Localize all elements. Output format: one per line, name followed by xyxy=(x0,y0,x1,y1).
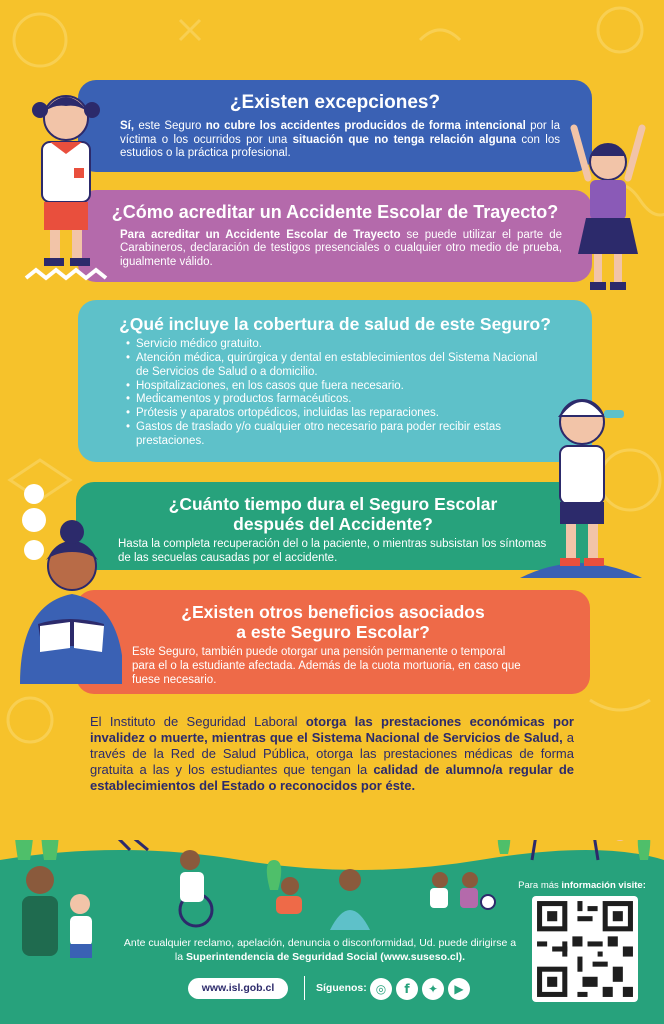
card-title: ¿Cómo acreditar un Accidente Escolar de Trayecto? xyxy=(111,202,559,222)
card-title: ¿Existen otros beneficios asociados a este Seguro Escolar? xyxy=(181,602,485,643)
footer-paragraph: El Instituto de Seguridad Laboral otorga las prestaciones económicas por invalidez o muerte, mientras que el Sistema Nacional de Servicios de Salud, a través de la Red de Salud Pública, otorga las prestaciones médicas de forma gratuita a las y los estudiantes que tengan la calidad de alumno/a regular de establecimientos del Estado o reconocidos por éste. xyxy=(90,714,575,794)
list-item: • Gastos de traslado y/o cualquier otro necesario para poder recibir estas prestaciones. xyxy=(126,421,552,449)
instagram-icon[interactable]: ◎ xyxy=(370,978,392,1000)
card-text: Este Seguro, también puede otorgar una pensión permanente o temporal para el o la estudiante afectada. Además de la cuota mortuoria, en caso que fuese necesario. xyxy=(132,646,521,686)
card-title: ¿Cuánto tiempo dura el Seguro Escolar después del Accidente? xyxy=(168,494,498,535)
card-text: Sí, este Seguro no cubre los accidentes producidos de forma intencional por la víctima o los ocurridos por una situación que no tenga relación alguna con los estudios o la práctica profesional. xyxy=(120,119,561,160)
list-item: • Atención médica, quirúrgica y dental en establecimientos del Sistema Nacional de Servicios de Salud o a domicilio. xyxy=(126,352,552,380)
list-item: • Prótesis y aparatos ortopédicos, incluidas las reparaciones. xyxy=(126,407,552,421)
girl-illustration xyxy=(16,88,116,288)
website-link[interactable]: www.isl.gob.cl xyxy=(188,978,288,999)
list-item: • Servicio médico gratuito. xyxy=(126,338,552,352)
cheering-girl-illustration xyxy=(560,118,656,298)
boy-cap-illustration xyxy=(520,386,642,586)
youtube-icon[interactable]: ▶ xyxy=(448,978,470,1000)
card-accredit xyxy=(78,190,592,282)
divider xyxy=(304,976,305,1000)
follow-label: Síguenos: xyxy=(316,982,367,994)
list-item: • Hospitalizaciones, en los casos que fuera necesario. xyxy=(126,380,552,394)
complaint-text: Ante cualquier reclamo, apelación, denuncia o disconformidad, Ud. puede dirigirse a la Superintendencia de Seguridad Social (www.suseso.cl). xyxy=(123,937,517,964)
card-text: Para acreditar un Accidente Escolar de Trayecto se puede utilizar el parte de Carabineros, declaración de testigos presenciales o cualquier otro medio de prueba, igualmente válido. xyxy=(120,228,562,269)
qr-code[interactable] xyxy=(532,896,638,1002)
qr-label: Para más información visite: xyxy=(518,880,646,891)
twitter-icon[interactable]: ✦ xyxy=(422,978,444,1000)
card-coverage xyxy=(78,300,592,462)
facebook-icon[interactable]: f xyxy=(396,978,418,1000)
card-benefits xyxy=(76,590,590,694)
card-title: ¿Existen excepciones? xyxy=(229,92,441,113)
card-duration xyxy=(76,482,590,570)
list-item: • Medicamentos y productos farmacéuticos. xyxy=(126,393,552,407)
card-title: ¿Qué incluye la cobertura de salud de este Seguro? xyxy=(119,314,551,334)
card-exceptions xyxy=(78,80,592,172)
woman-reading-illustration xyxy=(10,484,122,694)
card-text: Hasta la completa recuperación del o la paciente, o mientras subsistan los síntomas de las secuelas causadas por el accidente. xyxy=(118,538,547,565)
coverage-list xyxy=(78,334,592,448)
